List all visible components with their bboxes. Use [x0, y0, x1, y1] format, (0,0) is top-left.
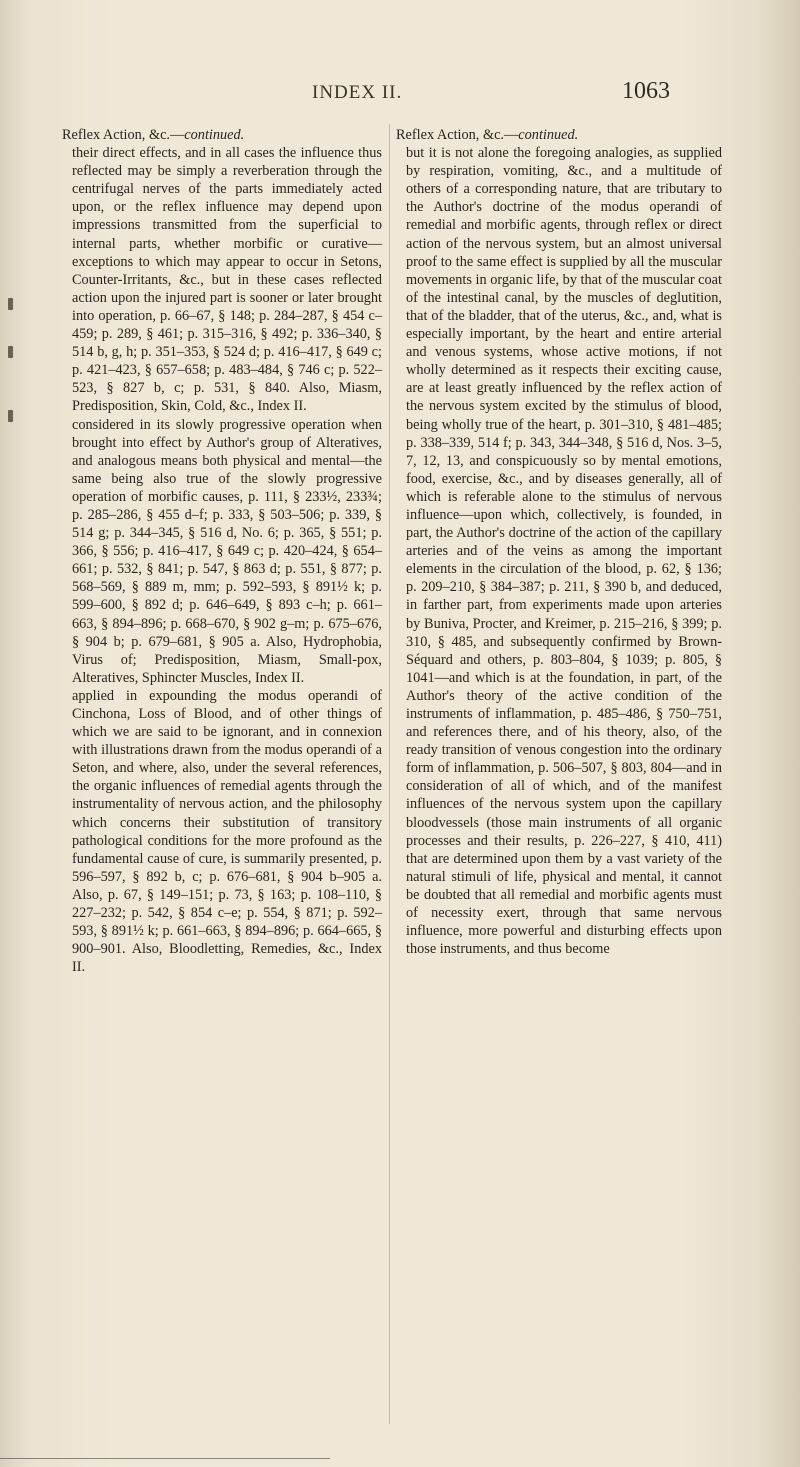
- entry-continued: continued.: [184, 127, 245, 143]
- index-paragraph: their direct effects, and in all cases the influence thus reflected may be simply a reverberation through the centrifugal nerves of the parts immediately acted upon, or the reflex influence may depend upon impressions transmitted from the superficial to internal parts, whether morbific or curative—exceptions to which may appear to occur in Setons, Counter-Irritants, &c., but in these cases reflected action upon the injured part is sooner or later brought into operation, p. 66–67, § 148; p. 284–287, § 454 c–459; p. 289, § 461; p. 315–316, § 492; p. 336–340, § 514 b, g, h; p. 351–353, § 524 d; p. 416–417, § 649 c; p. 421–423, § 657–658; p. 483–484, § 746 c; p. 522–523, § 827 b, c; p. 531, § 840. Also, Miasm, Predisposition, Skin, Cold, &c., Index II.: [72, 145, 382, 415]
- index-paragraph: but it is not alone the foregoing analogies, as supplied by respiration, vomiting, &c., and a multitude of others of a corresponding nature, that are tributary to the Author's doctrine of the modus operandi of remedial and morbific agents, through reflex or direct action of the nervous system, but an almost universal proof to the same effect is supplied by all the muscular movements in organic life, by that of the muscular coat of the intestinal canal, by the muscles of deglutition, that of the bladder, that of the uterus, &c., and, what is especially important, by the heart and entire arterial and venous systems, whose active motions, if not wholly determined as it respects their exciting cause, are at least greatly influenced by the reflex action of the nervous system excited by the stimulus of blood, being wholly true of the heart, p. 301–310, § 481–485; p. 338–339, 514 f; p. 343, 344–348, § 516 d, Nos. 3–5, 7, 12, 13, and conspicuously so by mental emotions, food, exercise, &c., and by diseases generally, all of which is referable alone to the stimulus of nervous influence—upon which, collectively, is founded, in part, the Author's doctrine of the action of the capillary arteries and of the veins as among the important elements in the circulation of the blood, p. 62, § 136; p. 209–210, § 384–387; p. 211, § 390 b, and deduced, in farther part, from experiments made upon arteries by Buniva, Procter, and Kreimer, p. 215–216, § 399; p. 310, § 485, and subsequently confirmed by Brown-Séquard and others, p. 803–804, § 1039; p. 805, § 1041—and which is at the foundation, in part, of the Author's theory of the active condition of the instruments of inflammation, p. 485–486, § 750–751, and references there, and of his theory, also, of the ready transition of venous congestion into the ordinary form of inflammation, p. 506–507, § 803, 804—and in consideration of all of which, and of the manifest influences of the nervous system upon the capillary bloodvessels (those main instruments of all organic processes and their results, p. 226–227, § 410, 411) that are determined upon them by a vast variety of the natural stimuli of life, physical and mental, it cannot be doubted that all remedial and morbific agents must of necessity exert, through that same nervous influence, more powerful and disturbing effects upon those instruments, and thus become: [406, 145, 722, 958]
- entry-heading: [396, 126, 722, 144]
- entry-continued: continued.: [518, 127, 579, 143]
- left-column: [62, 126, 382, 976]
- page-bottom-rule: [0, 1458, 330, 1459]
- entry-title: Reflex Action, &c.—: [396, 127, 519, 143]
- binding-edge-mark: [8, 346, 13, 358]
- page-number: 1063: [622, 78, 670, 104]
- column-divider: [389, 124, 390, 1424]
- entry-heading: [62, 126, 382, 144]
- running-head: INDEX II.: [312, 82, 403, 103]
- entry-title: Reflex Action, &c.—: [62, 127, 185, 143]
- index-paragraph: considered in its slowly progressive operation when brought into effect by Author's group of Alteratives, and analogous means both physical and mental—the same being also true of the slowly progressive operation of morbific causes, p. 111, § 233½, 233¾; p. 285–286, § 455 d–f; p. 333, § 503–506; p. 339, § 514 g; p. 344–345, § 516 d, No. 6; p. 365, § 551; p. 366, § 556; p. 416–417, § 649 c; p. 420–424, § 654–661; p. 532, § 841; p. 547, § 863 d; p. 551, § 877; p. 568–569, § 889 m, mm; p. 592–593, § 891½ k; p. 599–600, § 892 d; p. 646–649, § 893 c–h; p. 661–663, § 894–896; p. 668–670, § 902 g–m; p. 675–676, § 904 b; p. 679–681, § 905 a. Also, Hydrophobia, Virus of; Predisposition, Miasm, Small-pox, Alteratives, Sphincter Muscles, Index II.: [72, 416, 382, 686]
- binding-edge-mark: [8, 298, 13, 310]
- page-header: [0, 78, 800, 112]
- binding-edge-mark: [8, 410, 13, 422]
- right-column: [396, 126, 722, 958]
- index-paragraph: applied in expounding the modus operandi of Cinchona, Loss of Blood, and of other things of which we are said to be ignorant, and in connexion with illustrations drawn from the modus operandi of a Seton, and where, also, under the several references, the organic influences of remedial agents through the instrumentality of nervous action, and the philosophy which concerns their substitution of transitory pathological conditions for the more profound as the fundamental cause of cure, is summarily presented, p. 596–597, § 892 b, c; p. 676–681, § 904 b–905 a. Also, p. 67, § 149–151; p. 73, § 163; p. 108–110, § 227–232; p. 542, § 854 c–e; p. 554, § 871; p. 592–593, § 891½ k; p. 661–663, § 894–896; p. 664–665, § 900–901. Also, Bloodletting, Remedies, &c., Index II.: [72, 687, 382, 976]
